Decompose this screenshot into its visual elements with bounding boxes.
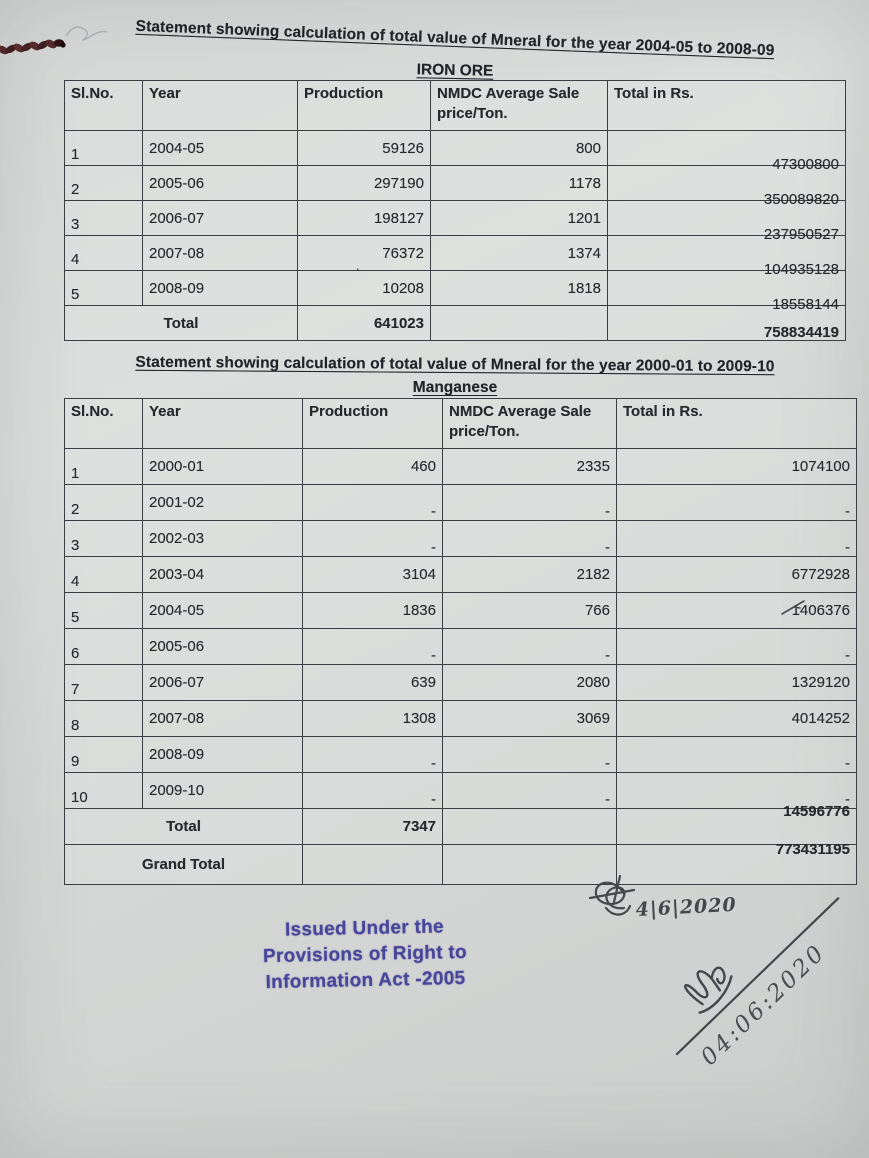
table-row bbox=[65, 131, 846, 166]
cell: 2007-08 bbox=[143, 701, 303, 737]
cell: - bbox=[303, 485, 443, 521]
header-cell: Sl.No. bbox=[65, 399, 143, 449]
cell: - bbox=[617, 737, 857, 773]
grand-total-value: 773431195 bbox=[617, 845, 857, 885]
total-label: Total bbox=[65, 306, 298, 341]
table-row bbox=[65, 521, 857, 557]
header-row bbox=[65, 81, 846, 131]
table-row bbox=[65, 271, 846, 306]
header-cell: Year bbox=[143, 399, 303, 449]
cell: 2000-01 bbox=[143, 449, 303, 485]
cell: 2006-07 bbox=[143, 201, 298, 236]
header-row bbox=[65, 399, 857, 449]
table-row bbox=[65, 629, 857, 665]
cell: - bbox=[303, 521, 443, 557]
diagonal-signature-date bbox=[628, 852, 869, 1082]
header-cell: Year bbox=[143, 81, 298, 131]
table-row bbox=[65, 166, 846, 201]
iron-ore-table bbox=[64, 80, 846, 341]
stamp-line: Information Act -2005 bbox=[265, 967, 466, 994]
cell: 18558144 bbox=[608, 271, 846, 306]
cell: - bbox=[443, 521, 617, 557]
cell: 8 bbox=[65, 701, 143, 737]
cell: 1406376 bbox=[617, 593, 857, 629]
cell: 2008-09 bbox=[143, 737, 303, 773]
table-row bbox=[65, 557, 857, 593]
cell: 1201 bbox=[431, 201, 608, 236]
cell: 2006-07 bbox=[143, 665, 303, 701]
cell: 9 bbox=[65, 737, 143, 773]
table-row bbox=[65, 236, 846, 271]
cell: 237950527 bbox=[608, 201, 846, 236]
cell: 1374 bbox=[431, 236, 608, 271]
cell: 1329120 bbox=[617, 665, 857, 701]
total-production: 641023 bbox=[298, 306, 431, 341]
table-row bbox=[65, 485, 857, 521]
header-cell: Sl.No. bbox=[65, 81, 143, 131]
stamp-line: Provisions of Right to bbox=[262, 941, 468, 968]
cell: 2005-06 bbox=[143, 629, 303, 665]
header-cell: Total in Rs. bbox=[617, 399, 857, 449]
cell: 2 bbox=[65, 166, 143, 201]
total-production: 7347 bbox=[303, 809, 443, 845]
cell: 2 bbox=[65, 485, 143, 521]
cell: 4 bbox=[65, 557, 143, 593]
cell: 766 bbox=[443, 593, 617, 629]
cell: 2003-04 bbox=[143, 557, 303, 593]
table-row bbox=[65, 665, 857, 701]
table-row bbox=[65, 737, 857, 773]
stray-dot-mark: . bbox=[356, 258, 360, 273]
cell: 297190 bbox=[298, 166, 431, 201]
total-row bbox=[65, 809, 857, 845]
cell: 6 bbox=[65, 629, 143, 665]
cell: 1 bbox=[65, 131, 143, 166]
cell: 1178 bbox=[431, 166, 608, 201]
signature-line bbox=[676, 898, 839, 1055]
cell: - bbox=[303, 629, 443, 665]
cell: 104935128 bbox=[608, 236, 846, 271]
cell: - bbox=[443, 485, 617, 521]
total-value: 758834419 bbox=[608, 306, 846, 341]
initials-icon bbox=[679, 958, 737, 1016]
cell: 10 bbox=[65, 773, 143, 809]
cell: - bbox=[303, 773, 443, 809]
total-value: 14596776 bbox=[617, 809, 857, 845]
table-row bbox=[65, 701, 857, 737]
cell: 3 bbox=[65, 201, 143, 236]
cell: 5 bbox=[65, 593, 143, 629]
cell: 3104 bbox=[303, 557, 443, 593]
cell: 2007-08 bbox=[143, 236, 298, 271]
table-title-manganese: Statement showing calculation of total value of Mneral for the year 2000-01 to 2009-10 bbox=[135, 353, 775, 376]
cell: 2009-10 bbox=[143, 773, 303, 809]
cell: 198127 bbox=[298, 201, 431, 236]
cell: 1836 bbox=[303, 593, 443, 629]
cell: 59126 bbox=[298, 131, 431, 166]
cell: 2005-06 bbox=[143, 166, 298, 201]
grand-total-label: Grand Total bbox=[65, 845, 303, 885]
cell: 460 bbox=[303, 449, 443, 485]
header-cell: Total in Rs. bbox=[608, 81, 846, 131]
total-label: Total bbox=[65, 809, 303, 845]
cell: 2335 bbox=[443, 449, 617, 485]
header-cell: NMDC Average Sale price/Ton. bbox=[431, 81, 608, 131]
cell: 2002-03 bbox=[143, 521, 303, 557]
cell: 350089820 bbox=[608, 166, 846, 201]
cell: 7 bbox=[65, 665, 143, 701]
cell: 2182 bbox=[443, 557, 617, 593]
header-cell: Production bbox=[298, 81, 431, 131]
cell: 1 bbox=[65, 449, 143, 485]
cell: 2008-09 bbox=[143, 271, 298, 306]
cell: 800 bbox=[431, 131, 608, 166]
cell: - bbox=[617, 485, 857, 521]
cell: 3069 bbox=[443, 701, 617, 737]
cell: 1074100 bbox=[617, 449, 857, 485]
header-cell: NMDC Average Sale price/Ton. bbox=[443, 399, 617, 449]
tick-mark bbox=[780, 598, 810, 616]
cell: - bbox=[443, 629, 617, 665]
cell: 639 bbox=[303, 665, 443, 701]
cell: 47300800 bbox=[608, 131, 846, 166]
cell: 5 bbox=[65, 271, 143, 306]
cell: 4014252 bbox=[617, 701, 857, 737]
table-row bbox=[65, 593, 857, 629]
cell: 2004-05 bbox=[143, 593, 303, 629]
table-subtitle-manganese: Manganese bbox=[412, 379, 498, 396]
cell: 2080 bbox=[443, 665, 617, 701]
cell bbox=[431, 306, 608, 341]
cell: 3 bbox=[65, 521, 143, 557]
stamp-line: Issued Under the bbox=[284, 916, 445, 941]
total-row bbox=[65, 306, 846, 341]
table-subtitle-iron-ore: IRON ORE bbox=[416, 61, 494, 80]
header-cell: Production bbox=[303, 399, 443, 449]
cell bbox=[443, 809, 617, 845]
cell: - bbox=[617, 773, 857, 809]
cell: 76372 bbox=[298, 236, 431, 271]
cell: 4 bbox=[65, 236, 143, 271]
cell: 6772928 bbox=[617, 557, 857, 593]
rti-stamp bbox=[204, 913, 526, 998]
table-title-iron-ore: Statement showing calculation of total value of Mneral for the year 2004-05 to 2008-09 bbox=[135, 17, 775, 60]
cell bbox=[303, 845, 443, 885]
table-row bbox=[65, 201, 846, 236]
cell: - bbox=[443, 737, 617, 773]
handwritten-date: 4|6|2020 bbox=[635, 893, 738, 921]
diagonal-timestamp: 04:06:2020 bbox=[696, 939, 832, 1071]
cell: 2004-05 bbox=[143, 131, 298, 166]
table-row bbox=[65, 449, 857, 485]
cell: 10208 bbox=[298, 271, 431, 306]
cell: 2001-02 bbox=[143, 485, 303, 521]
cell: - bbox=[617, 629, 857, 665]
cell: - bbox=[617, 521, 857, 557]
cell: 1818 bbox=[431, 271, 608, 306]
cell: - bbox=[443, 773, 617, 809]
cell: 1308 bbox=[303, 701, 443, 737]
cell: - bbox=[303, 737, 443, 773]
manganese-table bbox=[64, 398, 857, 885]
table-row bbox=[65, 773, 857, 809]
